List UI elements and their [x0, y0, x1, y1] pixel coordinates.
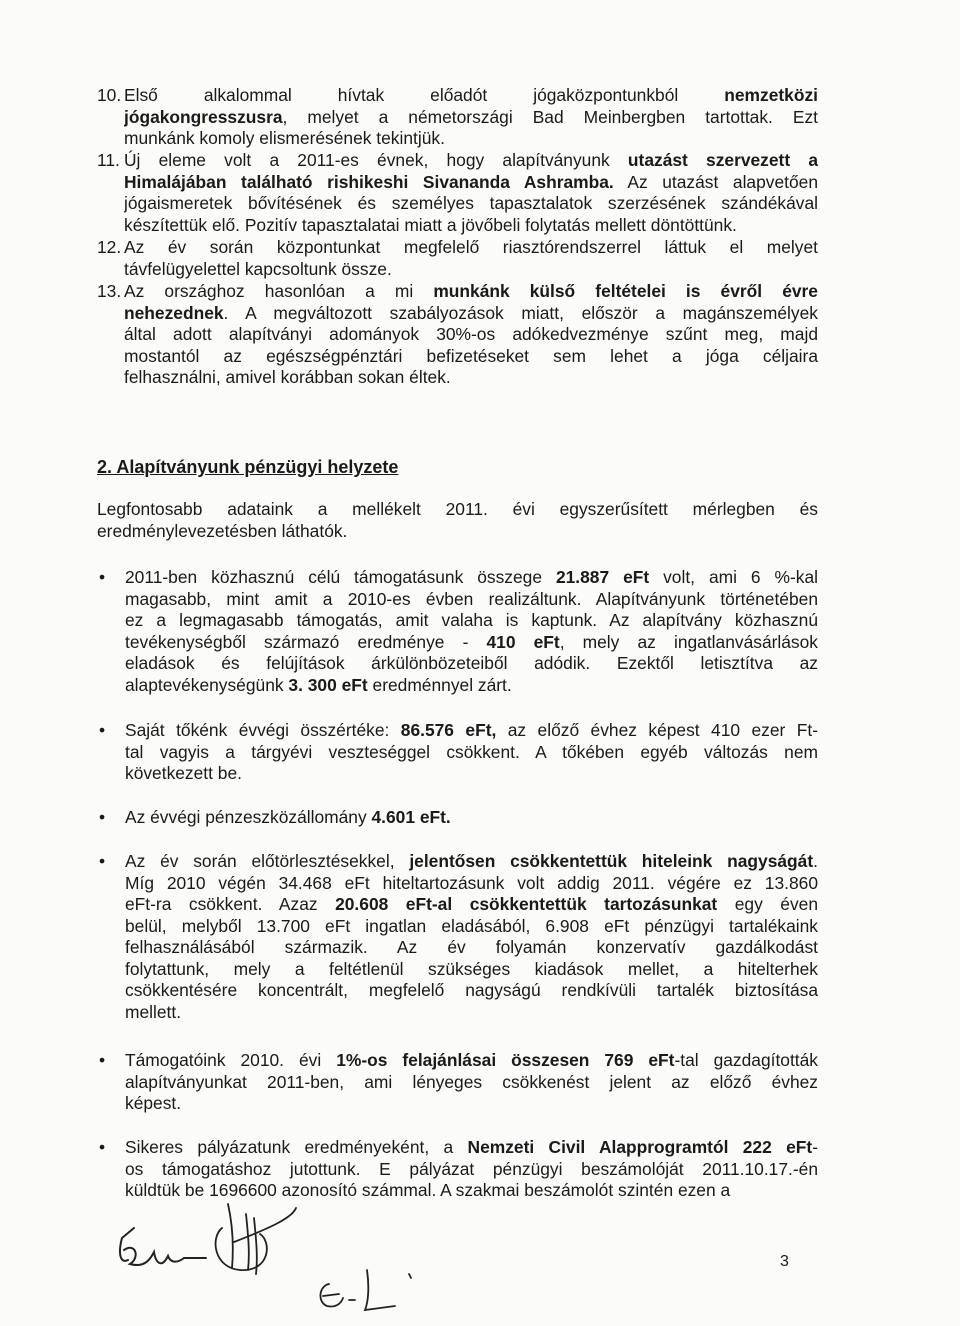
text-line	[125, 916, 818, 938]
bold-run: munkánk külső feltételei is évről évre	[433, 281, 818, 301]
list-number: 11.	[97, 150, 120, 170]
list-item-10	[124, 85, 818, 150]
section-heading: 2. Alapítványunk pénzügyi helyzete	[97, 457, 399, 477]
text-line	[124, 237, 818, 259]
bold-run: 20.608 eFt-al csökkentettük tartozásunkat	[335, 894, 718, 914]
text-line	[124, 107, 818, 129]
bold-run: 21.887 eFt	[555, 567, 650, 587]
text-line	[125, 959, 818, 981]
text-run: az előző évhez képest 410 ezer Ft-	[496, 720, 818, 740]
bullet-item	[125, 720, 818, 785]
text-run: következett be.	[125, 763, 242, 783]
text-run: Saját tőkénk évvégi összértéke:	[125, 720, 401, 740]
text-line	[125, 807, 818, 829]
text-line	[124, 346, 818, 368]
bold-run: 410 eFt	[486, 631, 560, 652]
bold-run: utazást szervezett a	[627, 150, 818, 170]
text-run: , melyet a németországi Bad Meinbergben tartottak. Ezt	[282, 106, 818, 127]
signature-2	[305, 1260, 425, 1320]
bold-run: nehezednek	[124, 302, 224, 323]
text-run: mostantól az egészségpénztári befizetéseket sem lehet a jóga céljaira	[124, 345, 818, 366]
text-run: Az év során központunkat megfelelő riasztórendszerrel láttuk el melyet	[124, 237, 818, 257]
signature-1	[110, 1198, 300, 1280]
text-line	[125, 610, 818, 632]
text-line	[125, 1050, 818, 1072]
bold-run: 1%-os felajánlásai összesen 769 eFt	[336, 1050, 675, 1070]
text-run: eladások és felújítások árkülönbözeteiből adódik. Ezektől letisztítva az	[125, 653, 818, 673]
text-run: alapítványunkat 2011-ben, ami lényeges csökkenést jelent az előző évhez	[125, 1071, 818, 1092]
text-line	[124, 281, 818, 303]
page-number: 3	[780, 1253, 789, 1270]
text-run: Az évvégi pénzeszközállomány	[125, 807, 372, 827]
text-run: képest.	[125, 1093, 182, 1113]
text-line	[125, 873, 818, 895]
text-run: Támogatóink 2010. évi	[125, 1050, 337, 1070]
bold-run: Himalájában található rishikeshi Sivananda Ashramba.	[124, 171, 614, 192]
list-number: 13.	[97, 281, 122, 301]
text-line	[97, 521, 818, 543]
text-run: Sikeres pályázatunk eredményeként, a	[125, 1137, 468, 1157]
text-run: , mely az ingatlanvásárlások	[559, 631, 818, 652]
text-run: os támogatáshoz jutottunk. E pályázat pénzügyi beszámolóját 2011.10.17.-én	[125, 1158, 818, 1179]
text-line	[124, 259, 818, 281]
text-run: Az év során előtörlesztésekkel,	[125, 851, 410, 871]
text-line	[125, 632, 818, 654]
bold-run: jógakongresszusra	[124, 106, 283, 127]
text-line	[124, 215, 818, 237]
text-run: alaptevékenységünk	[125, 674, 289, 695]
text-run: egy éven	[717, 894, 818, 914]
text-line	[124, 150, 818, 172]
text-line	[124, 193, 818, 215]
text-run: Az utazást alapvetően	[613, 171, 818, 192]
text-run: távfelügyelettel kapcsoltunk össze.	[124, 258, 392, 279]
list-item-13	[124, 281, 818, 389]
bullet-item	[125, 851, 818, 1023]
bullet-item	[125, 567, 818, 696]
text-line	[124, 128, 818, 150]
bold-run: 4.601 eFt.	[371, 807, 451, 827]
text-run: küldtük be 1696600 azonosító számmal. A szakmai beszámolót szintén ezen a	[125, 1180, 731, 1200]
bullet-item	[125, 1050, 818, 1115]
text-line	[124, 85, 818, 107]
text-run: felhasználásából származik. Az év folyamán konzervatív gazdálkodást	[125, 937, 818, 957]
text-line	[125, 567, 818, 589]
text-run: 2011-ben közhasznú célú támogatásunk összege	[125, 567, 556, 587]
text-run: Az országhoz hasonlóan a mi	[124, 281, 434, 301]
text-run: felhasználni, amivel korábban sokan éltek.	[124, 367, 451, 387]
text-run: . A megváltozott szabályozások miatt, először a magánszemélyek	[223, 302, 818, 323]
text-run: készítettük elő. Pozitív tapasztalatai miatt a jövőbeli folytatás mellett döntöttünk.	[124, 214, 737, 235]
text-line	[125, 894, 818, 916]
text-line	[125, 742, 818, 764]
text-run: mellett.	[125, 1001, 182, 1022]
text-line	[125, 1093, 818, 1115]
list-number: 12.	[97, 237, 122, 257]
bullet-item	[125, 1137, 818, 1202]
text-run: eredménnyel zárt.	[367, 674, 512, 695]
bullet-icon: •	[99, 807, 106, 827]
bullet-icon: •	[99, 851, 106, 871]
text-line	[125, 1137, 818, 1159]
bullet-icon: •	[99, 567, 106, 587]
bold-run: 3. 300 eFt	[288, 674, 368, 695]
bullet-item	[125, 807, 818, 829]
list-number: 10.	[97, 85, 122, 105]
text-line	[125, 1002, 818, 1024]
list-item-12	[124, 237, 818, 280]
bold-run: Nemzeti Civil Alapprogramtól 222 eFt	[467, 1137, 813, 1157]
text-run: belül, melyből 13.700 eFt ingatlan eladásából, 6.908 eFt pénzügyi tartalékaink	[125, 915, 818, 936]
text-line	[124, 324, 818, 346]
text-line	[124, 367, 818, 389]
text-run: eFt-ra csökkent. Azaz	[125, 894, 336, 914]
bold-run: jelentősen csökkentettük hiteleink nagyságát	[409, 851, 814, 871]
text-line	[124, 303, 818, 325]
text-run: ez a legmagasabb támogatás, amit valaha is kaptunk. Az alapítvány közhasznú	[125, 610, 818, 630]
text-run: .	[813, 851, 818, 871]
bold-run: nemzetközi	[724, 85, 818, 105]
text-run: -	[812, 1137, 818, 1157]
bullet-icon: •	[99, 1137, 106, 1157]
text-line	[125, 720, 818, 742]
text-run: munkánk komoly elismerésének tekintjük.	[124, 128, 445, 148]
text-run: Míg 2010 végén 34.468 eFt hiteltartozásunk volt addig 2011. végére ez 13.860	[125, 872, 818, 893]
text-line	[125, 589, 818, 611]
text-line	[125, 851, 818, 873]
text-line	[125, 980, 818, 1002]
text-line	[125, 1072, 818, 1094]
bullet-icon: •	[99, 720, 106, 740]
text-run: tevékenységből származó eredménye -	[125, 631, 487, 652]
text-line	[125, 763, 818, 785]
text-line	[97, 499, 818, 521]
text-line	[125, 937, 818, 959]
text-line	[124, 172, 818, 194]
text-run: Legfontosabb adataink a mellékelt 2011. évi egyszerűsített mérlegben és	[97, 499, 818, 519]
text-run: által adott alapítványi adományok 30%-os adókedvezménye szűnt meg, majd	[124, 324, 818, 344]
text-line	[125, 1159, 818, 1181]
text-run: jógaismeretek bővítésének és személyes tapasztalatok szerzésének szándékával	[124, 193, 818, 213]
text-run: csökkentésére koncentrált, megfelelő nagyságú rendkívüli tartalék biztosítása	[125, 980, 818, 1000]
text-line	[125, 653, 818, 675]
text-run: tal vagyis a tárgyévi veszteséggel csökkent. A tőkében egyéb változás nem	[125, 741, 818, 762]
text-run: magasabb, mint amit a 2010-es évben realizáltunk. Alapítványunk történetében	[125, 588, 818, 609]
text-line	[125, 675, 818, 697]
text-run: volt, ami 6 %-kal	[649, 567, 818, 587]
text-run: folytattunk, mely a feltétlenül szükséges kiadások mellet, a hitelterhek	[125, 958, 818, 979]
list-item-11	[124, 150, 818, 236]
bold-run: 86.576 eFt,	[400, 720, 497, 740]
text-run: eredménylevezetésben láthatók.	[97, 520, 348, 541]
intro-paragraph	[97, 499, 818, 542]
text-run: Első alkalommal hívtak előadót jógaközpontunkból	[124, 85, 725, 105]
text-run: Új eleme volt a 2011-es évnek, hogy alapítványunk	[124, 150, 628, 170]
bullet-icon: •	[99, 1050, 106, 1070]
text-run: -tal gazdagították	[674, 1050, 818, 1070]
